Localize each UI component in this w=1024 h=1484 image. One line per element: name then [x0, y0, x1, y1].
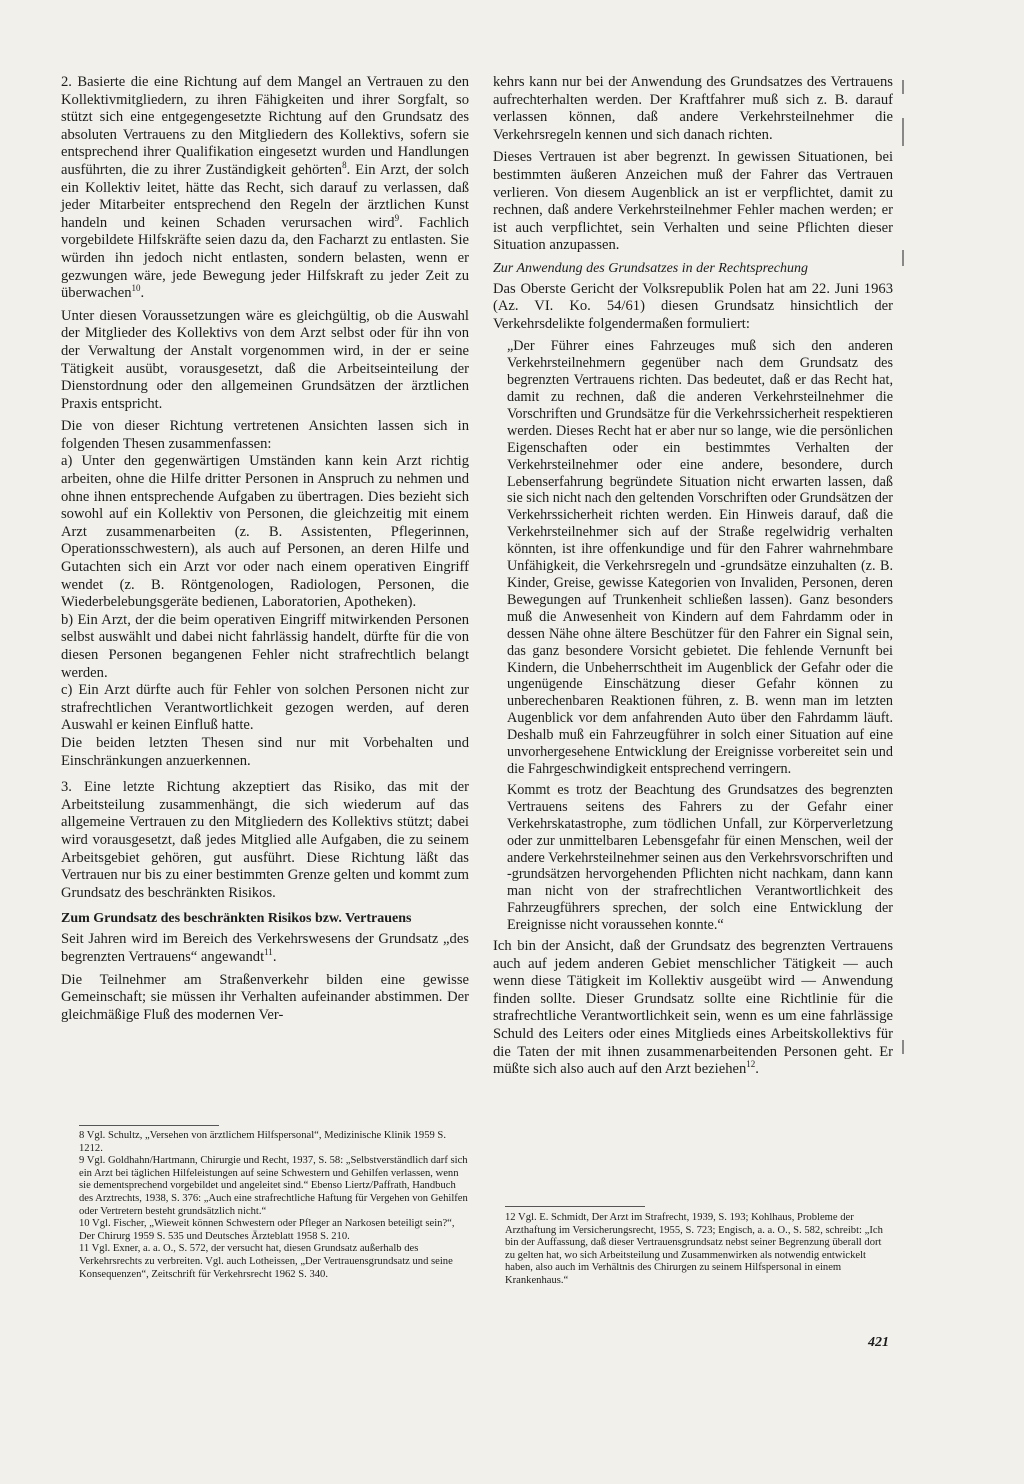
page-number: 421	[868, 1335, 889, 1350]
paragraph: Unter diesen Voraussetzungen wäre es gleichgültig, ob die Auswahl der Mitglieder des Kollektivs von dem Arzt selbst oder für ihn von der Verwaltung der Anstalt vorgenommen wird, in der er seine Tätigkeit ausübt, vorausgesetzt, daß die Arbeitseinteilung der Dienstordnung oder den allgemeinen Grundsätzen der ärztlichen Praxis entspricht.	[61, 307, 469, 412]
section-heading: Zum Grundsatz des beschränkten Risikos bzw. Vertrauens	[61, 911, 412, 927]
scan-margin-mark	[902, 250, 904, 266]
right-column	[493, 74, 893, 1084]
court-quotation	[493, 338, 893, 934]
quote-paragraph: Kommt es trotz der Beachtung des Grundsatzes des begrenzten Vertrauens seitens des Fahrers zu der Gefahr einer Verkehrskatastrophe, zum tödlichen Unfall, zur Körperverletzung oder zur unmittelbaren Lebensgefahr für einen Menschen, weil der andere Verkehrsteilnehmer seinen aus den Verkehrsvorschriften und -grundsätzen hervorgehenden Pflichten nicht nachkam, dann kann man nicht von der strafrechtlichen Verantwortlichkeit des Fahrzeugführers sprechen, der solch eine Entwicklung der Ereignisse nicht voraussehen konnte.“	[507, 781, 893, 934]
paragraph: Seit Jahren wird im Bereich des Verkehrswesens der Grundsatz „des begrenzten Vertrauens“ angewandt$^{11}$.	[61, 931, 469, 965]
footnote-ref: 8	[342, 160, 347, 171]
scan-margin-mark	[902, 1040, 904, 1054]
paragraph: 2. Basierte die eine Richtung auf dem Mangel an Vertrauen zu den Kollektivmitgliedern, zu ihren Fähigkeiten und ihrer Sorgfalt, so stützt sich eine entgegengesetzte Richtung auf den Grundsatz des absoluten Vertrauens zu den Mitgliedern des Kollektivs, sofern sie entsprechend ihrer Qualifikation eingesetzt wurden und Handlungen ausführten, die zu ihrer Zuständigkeit gehörten$^8$. Ein Arzt, der solch ein Kollektiv leitet, hätte das Recht, sich darauf zu verlassen, daß jeder Mitarbeiter entsprechend den Regeln der ärztlichen Kunst handeln und keinen Schaden verursachen wird$^9$. Fachlich vorgebildete Hilfskräfte seien dazu da, den Facharzt zu entlasten. Sie würden ihn jedoch nicht entlasten, sondern belasten, wenn er gezwungen wäre, jede Bewegung jeder Hilfskraft zu jeder Zeit zu überwachen$^{10}$.	[61, 74, 469, 302]
footnote: 12 Vgl. E. Schmidt, Der Arzt im Strafrecht, 1939, S. 193; Kohlhaus, Probleme der Arzthaftung im Versicherungsrecht, 1955, S. 723; Engisch, a. a. O., S. 582, schreibt: „Ich bin der Auffassung, daß dieser Vertrauensgrundsatz nebst seiner Begrenzung überall dort zu gelten hat, wo sich Arbeitsteilung und Zusammenwirken als notwendig entwickelt haben, also auch im Verhältnis des Chirurgen zu seinem Hilfspersonal in einem Krankenhaus.“	[505, 1212, 883, 1286]
scan-margin-mark	[902, 118, 904, 146]
paragraph: Ich bin der Ansicht, daß der Grundsatz des begrenzten Vertrauens auch auf jedem anderen Gebiet menschlicher Tätigkeit — auch wenn diese Tätigkeit im Kollektiv ausgeübt wird — Anwendung finden sollte. Dieser Grundsatz sollte eine Richtlinie für die strafrechtliche Verantwortlichkeit sein, wenn es um eine fahrlässige Schuld des Leiters oder eines Mitglieds eines Arbeitskollektivs für die Taten der mit ihnen zusammenarbeitenden Personen geht. Er müßte sich also auch auf den Arzt beziehen$^{12}$.	[493, 938, 893, 1078]
quote-paragraph: „Der Führer eines Fahrzeuges muß sich den anderen Verkehrsteilnehmern gegenüber nach dem Grundsatz des begrenzten Vertrauens richten. Das bedeutet, daß er das Recht hat, damit zu rechnen, daß die anderen Verkehrsteilnehmer die Vorschriften und Grundsätze für die Verkehrssicherheit respektieren werden. Dieses Recht hat er aber nur so lange, wie die persönlichen Eigenschaften oder ein bestimmtes Verhalten der Verkehrsteilnehmer oder eine andere, besondere, durch Lebenserfahrung begründete Situation nicht erwarten lassen, daß sie sich nicht nach den geltenden Vorschriften oder Grundsätzen der Verkehrssicherheit richten werden. Ein Hinweis darauf, daß die Verkehrsteilnehmer sich auf der Straße regelwidrig verhalten könnten, ist ihre offenkundige und für den Fahrer wahrnehmbare Unfähigkeit, die Verkehrsregeln und -grundsätze einzuhalten (z. B. Kinder, Greise, gewisse Kategorien von Invaliden, Personen, deren Bewegungen auf Trunkenheit schließen lassen). Ganz besonders muß die Anwesenheit von Kindern auf dem Fahrdamm oder in dessen Nähe ohne ältere Beschützer für den Fahrer ein Signal sein, das ganz besondere Vorsicht gebietet. Die fehlende Vernunft bei Kindern, die Unbeherrschtheit im Augenblick der Gefahr oder die ungenügende Einschätzung dieser Gefahr können zu unberechenbaren Reaktionen führen, z. B. wenn man im letzten Augenblick vor dem anfahrenden Auto über den Fahrdamm läuft. Deshalb muß ein Fahrzeugführer in solch einer Situation auf eine unvorhergesehene Entwicklung der Ereignisse vorbereitet sein und die Fahrgeschwindigkeit entsprechend verringern.	[507, 338, 893, 777]
footnote-ref: 11	[264, 947, 273, 958]
list-item: a) Unter den gegenwärtigen Umständen kann kein Arzt richtig arbeiten, ohne die Hilfe dritter Personen in Anspruch zu nehmen und ohne ihnen entsprechende Aufgaben zu übertragen. Dies bezieht sich sowohl auf ein Kollektiv von Personen, die gleichzeitig mit einem Arzt zusammenarbeiten (z. B. Assistenten, Pflegerinnen, Operationsschwestern), als auch auf Personen, an deren Hilfe und Gutachten sich ein Arzt vor oder nach einem operativen Eingriff wendet (z. B. Röntgenologen, Radiologen, Personen, die Wiederbelebungsgeräte bedienen, Laboratorien, Apotheken).	[61, 453, 469, 611]
footnote-divider	[79, 1125, 219, 1126]
paragraph: Die von dieser Richtung vertretenen Ansichten lassen sich in folgenden Thesen zusammenfassen:	[61, 418, 469, 452]
footnote: 11 Vgl. Exner, a. a. O., S. 572, der versucht hat, diesen Grundsatz außerhalb des Verkehrsrechts zu verbreiten. Vgl. auch Lotheissen, „Der Vertrauensgrundsatz und seine Konsequenzen“, Zeitschrift für Verkehrsrecht 1962 S. 340.	[79, 1243, 453, 1280]
paragraph: kehrs kann nur bei der Anwendung des Grundsatzes des Vertrauens aufrechterhalten werden. Der Kraftfahrer muß sich z. B. darauf verlassen können, daß andere Verkehrsteilnehmer die Verkehrsregeln kennen und sich danach richten.	[493, 74, 893, 143]
footnote: 9 Vgl. Goldhahn/Hartmann, Chirurgie und Recht, 1937, S. 58: „Selbstverständlich darf sich ein Arzt bei täglichen Hilfeleistungen auf seine Schwestern und Gehilfen verlassen, wenn sie dementsprechend vorgebildet und angeleitet sind.“ Ebenso Liertz/Paffrath, Handbuch des Arztrechts, 1938, S. 376: „Auch eine strafrechtliche Haftung für Vergehen von Gehilfen oder Vertretern besteht grundsätzlich nicht.“	[79, 1155, 468, 1217]
paragraph: Dieses Vertrauen ist aber begrenzt. In gewissen Situationen, bei bestimmten äußeren Anzeichen muß der Fahrer das Vertrauen verlieren. Von diesem Augenblick an ist er verpflichtet, damit zu rechnen, daß andere Verkehrsteilnehmer Fehler machen werden; er ist auch verpflichtet, sein Verhalten und seine Pflichten dieser Situation anzupassen.	[493, 149, 893, 254]
scan-margin-mark	[902, 80, 904, 94]
footnote-ref: 12	[746, 1059, 756, 1070]
footnotes-right	[505, 1212, 893, 1288]
footnote: 10 Vgl. Fischer, „Wieweit können Schwestern oder Pfleger an Narkosen beteiligt sein?“, Der Chirurg 1959 S. 535 und Deutsches Ärzteblatt 1958 S. 210.	[79, 1218, 455, 1242]
footnote: 8 Vgl. Schultz, „Versehen von ärztlichem Hilfspersonal“, Medizinische Klinik 1959 S. 1212.	[79, 1130, 446, 1154]
footnote-ref: 9	[394, 212, 400, 223]
section-heading: Zur Anwendung des Grundsatzes in der Rechtsprechung	[493, 260, 808, 276]
list-item: c) Ein Arzt dürfte auch für Fehler von solchen Personen nicht zur strafrechtlichen Verantwortlichkeit gezogen werden, auf deren Auswahl er keinen Einfluß hatte.	[61, 682, 469, 734]
paragraph: Die Teilnehmer am Straßenverkehr bilden eine gewisse Gemeinschaft; sie müssen ihr Verhalten aufeinander abstimmen. Der gleichmäßige Fluß des modernen Ver-	[61, 971, 469, 1023]
thesis-list	[61, 418, 469, 735]
left-column	[61, 74, 469, 1029]
footnote-divider	[505, 1206, 645, 1207]
paragraph: Die beiden letzten Thesen sind nur mit Vorbehalten und Einschränkungen anzuerkennen.	[61, 734, 469, 769]
paragraph: Das Oberste Gericht der Volksrepublik Polen hat am 22. Juni 1963 (Az. VI. Ko. 54/61) diesen Grundsatz hinsichtlich der Verkehrsdelikte folgendermaßen formuliert:	[493, 280, 893, 332]
list-item: b) Ein Arzt, der die beim operativen Eingriff mitwirkenden Personen selbst auswählt und dabei nicht fahrlässig handelt, dürfte für die von diesen Personen begangenen Fehler nicht strafrechtlich belangt werden.	[61, 611, 469, 681]
paragraph: 3. Eine letzte Richtung akzeptiert das Risiko, das mit der Arbeitsteilung zusammenhängt, die sich wiederum auf das allgemeine Vertrauen zu den Mitgliedern des Kollektivs stützt; dabei wird vorausgesetzt, daß jedes Mitglied alle Aufgaben, die zu seinem Arbeitsgebiet gehören, gut ausführt. Diese Richtung läßt das Vertrauen nur bis zu einer bestimmten Grenze gelten und kommt zum Grundsatz des beschränkten Risikos.	[61, 779, 469, 901]
footnote-ref: 10	[131, 283, 141, 294]
footnotes-left	[79, 1130, 469, 1281]
